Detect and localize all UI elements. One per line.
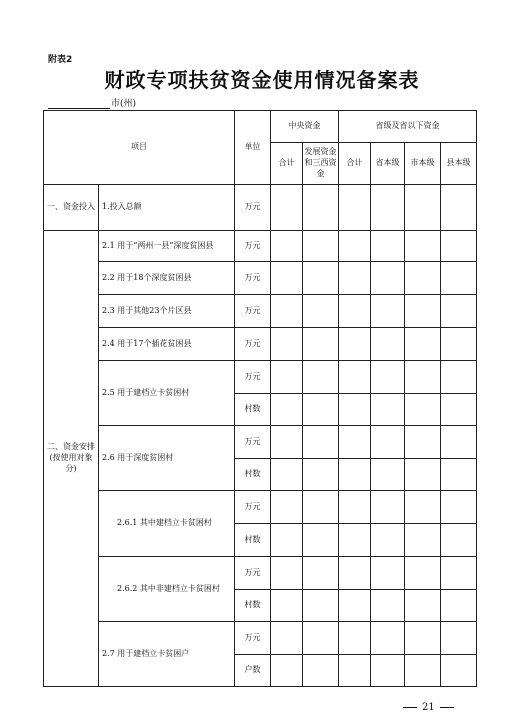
input-cell[interactable] [441,394,477,426]
input-cell[interactable] [303,622,339,655]
unit-label: 户数 [235,655,271,687]
input-cell[interactable] [441,295,477,328]
input-cell[interactable] [441,655,477,687]
header-development-funds: 发展资金和三西资金 [303,143,339,185]
input-cell[interactable] [405,185,441,231]
unit-label: 万元 [235,491,271,524]
input-cell[interactable] [371,185,405,231]
item-label: 1.投入总额 [99,185,235,231]
unit-label: 村数 [235,394,271,426]
unit-label: 万元 [235,262,271,295]
input-cell[interactable] [303,459,339,491]
category-funds-allocation: 二、资金安排(按使用对象分) [44,231,99,687]
input-cell[interactable] [371,491,405,524]
input-cell[interactable] [371,361,405,394]
input-cell[interactable] [405,459,441,491]
unit-label: 万元 [235,622,271,655]
city-label: 市(州) [111,99,137,109]
input-cell[interactable] [339,622,371,655]
input-cell[interactable] [405,231,441,262]
input-cell[interactable] [371,295,405,328]
header-central-funds: 中央资金 [271,111,339,143]
unit-label: 万元 [235,328,271,361]
input-cell[interactable] [405,394,441,426]
input-cell[interactable] [339,361,371,394]
input-cell[interactable] [405,622,441,655]
input-cell[interactable] [405,524,441,557]
page-number-value: 21 [422,702,435,713]
input-cell[interactable] [371,394,405,426]
input-cell[interactable] [339,491,371,524]
unit-label: 万元 [235,557,271,590]
input-cell[interactable] [303,426,339,459]
input-cell[interactable] [271,231,303,262]
input-cell[interactable] [441,231,477,262]
item-label: 2.6.1 其中建档立卡贫困村 [99,491,235,557]
input-cell[interactable] [441,459,477,491]
input-cell[interactable] [271,557,303,590]
input-cell[interactable] [339,295,371,328]
header-province-level: 省本级 [371,143,405,185]
input-cell[interactable] [271,328,303,361]
unit-label: 村数 [235,590,271,622]
input-cell[interactable] [405,557,441,590]
input-cell[interactable] [441,185,477,231]
input-cell[interactable] [271,524,303,557]
input-cell[interactable] [371,524,405,557]
input-cell[interactable] [271,491,303,524]
input-cell[interactable] [303,262,339,295]
header-unit: 单位 [235,111,271,185]
item-label: 2.2 用于18个深度贫困县 [99,262,235,295]
input-cell[interactable] [441,361,477,394]
input-cell[interactable] [405,295,441,328]
input-cell[interactable] [441,491,477,524]
input-cell[interactable] [371,590,405,622]
input-cell[interactable] [371,557,405,590]
header-project: 项目 [44,111,235,185]
input-cell[interactable] [271,426,303,459]
input-cell[interactable] [371,655,405,687]
input-cell[interactable] [339,328,371,361]
input-cell[interactable] [371,459,405,491]
input-cell[interactable] [371,328,405,361]
unit-label: 村数 [235,459,271,491]
header-county-level: 县本级 [441,143,477,185]
input-cell[interactable] [271,394,303,426]
unit-label: 村数 [235,524,271,557]
input-cell[interactable] [441,590,477,622]
input-cell[interactable] [405,491,441,524]
item-label: 2.7 用于建档立卡贫困户 [99,622,235,687]
unit-label: 万元 [235,426,271,459]
input-cell[interactable] [405,426,441,459]
input-cell[interactable] [339,262,371,295]
input-cell[interactable] [303,590,339,622]
input-cell[interactable] [271,185,303,231]
input-cell[interactable] [339,459,371,491]
header-total: 合计 [271,143,303,185]
input-cell[interactable] [271,622,303,655]
input-cell[interactable] [371,622,405,655]
input-cell[interactable] [339,655,371,687]
input-cell[interactable] [271,655,303,687]
unit-label: 万元 [235,361,271,394]
input-cell[interactable] [339,394,371,426]
item-label: 2.1 用于“两州一县”深度贫困县 [99,231,235,262]
input-cell[interactable] [339,557,371,590]
input-cell[interactable] [405,361,441,394]
input-cell[interactable] [303,295,339,328]
input-cell[interactable] [339,231,371,262]
input-cell[interactable] [371,262,405,295]
record-table [43,110,477,687]
header-city-level: 市本级 [405,143,441,185]
input-cell[interactable] [339,524,371,557]
header-total-2: 合计 [339,143,371,185]
input-cell[interactable] [271,459,303,491]
input-cell[interactable] [271,295,303,328]
input-cell[interactable] [271,262,303,295]
item-label: 2.3 用于其他23个片区县 [99,295,235,328]
category-funds-input: 一、资金投入 [44,185,99,231]
input-cell[interactable] [405,655,441,687]
input-cell[interactable] [303,185,339,231]
attachment-label: 附表2 [48,55,73,65]
input-cell[interactable] [371,231,405,262]
input-cell[interactable] [271,590,303,622]
input-cell[interactable] [441,622,477,655]
input-cell[interactable] [303,655,339,687]
input-cell[interactable] [441,262,477,295]
input-cell[interactable] [405,262,441,295]
input-cell[interactable] [303,231,339,262]
input-cell[interactable] [371,426,405,459]
input-cell[interactable] [339,426,371,459]
header-provincial-funds: 省级及省以下资金 [339,111,477,143]
input-cell[interactable] [303,394,339,426]
input-cell[interactable] [405,590,441,622]
page-title: 财政专项扶贫资金使用情况备案表 [104,68,420,92]
input-cell[interactable] [303,361,339,394]
input-cell[interactable] [271,361,303,394]
page-number [398,702,459,713]
unit-label: 万元 [235,231,271,262]
input-cell[interactable] [303,524,339,557]
input-cell[interactable] [339,590,371,622]
input-cell[interactable] [405,328,441,361]
input-cell[interactable] [303,557,339,590]
city-fill-line [48,108,110,109]
input-cell[interactable] [441,426,477,459]
input-cell[interactable] [339,185,371,231]
unit-label: 万元 [235,295,271,328]
input-cell[interactable] [441,328,477,361]
item-label: 2.6 用于深度贫困村 [99,426,235,491]
item-label: 2.6.2 其中非建档立卡贫困村 [99,557,235,622]
input-cell[interactable] [303,328,339,361]
unit-label: 万元 [235,185,271,231]
input-cell[interactable] [441,557,477,590]
item-label: 2.5 用于建档立卡贫困村 [99,361,235,426]
item-label: 2.4 用于17个插花贫困县 [99,328,235,361]
input-cell[interactable] [303,491,339,524]
input-cell[interactable] [441,524,477,557]
